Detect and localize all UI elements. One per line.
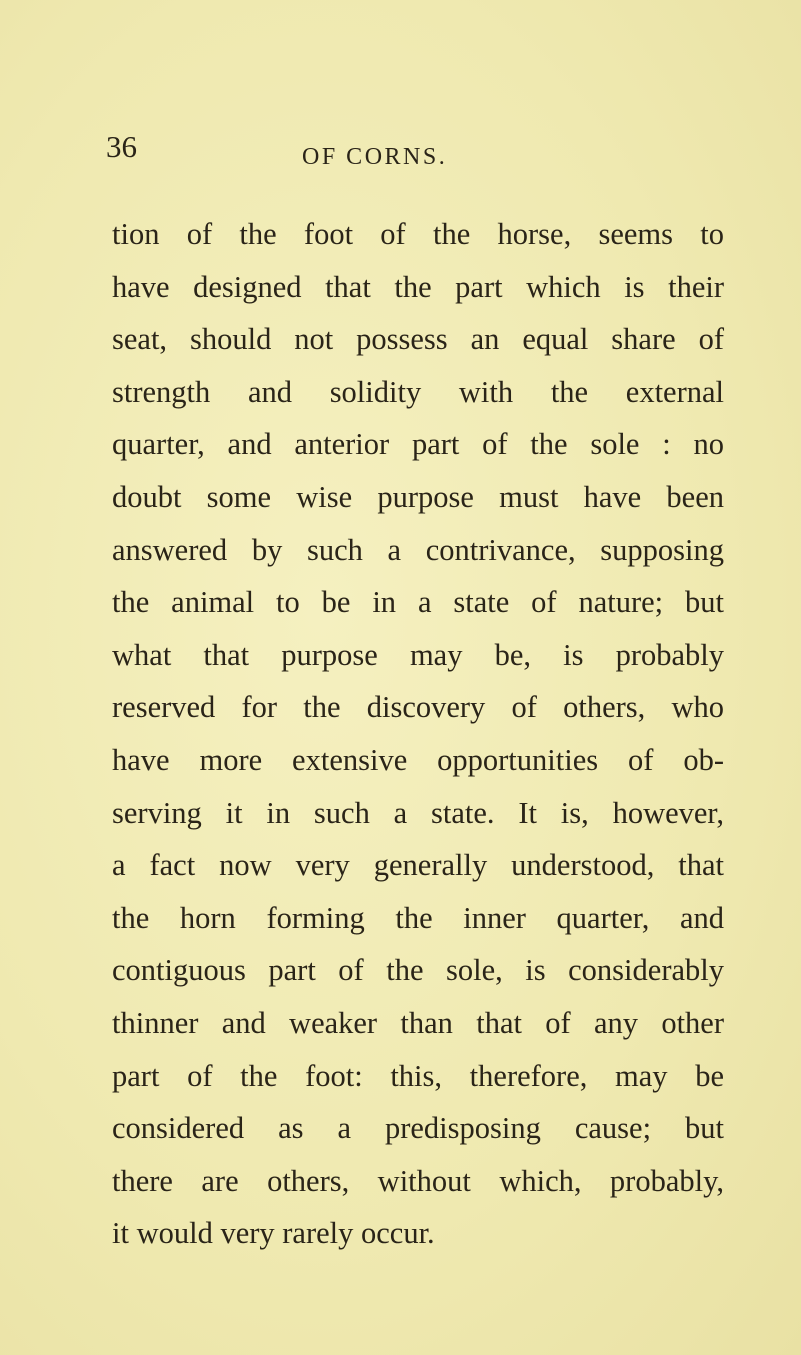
running-title: OF CORNS.: [302, 144, 448, 170]
text-line: a fact now very generally understood, that: [112, 848, 724, 883]
text-line: considered as a predisposing cause; but: [112, 1111, 724, 1146]
text-line: part of the foot: this, therefore, may be: [112, 1058, 724, 1093]
text-line: serving it in such a state. It is, however,: [112, 795, 724, 830]
text-line: strength and solidity with the external: [112, 374, 724, 409]
text-line: have designed that the part which is their: [112, 269, 724, 304]
page-number: 36: [106, 129, 137, 164]
text-line: what that purpose may be, is probably: [112, 637, 724, 672]
text-line: answered by such a contrivance, supposing: [112, 532, 724, 567]
text-line: the horn forming the inner quarter, and: [112, 900, 724, 935]
text-line: it would very rarely occur.: [112, 1216, 435, 1251]
text-line: have more extensive opportunities of ob-: [112, 742, 724, 777]
text-line: there are others, without which, probably,: [112, 1163, 724, 1198]
text-line: thinner and weaker than that of any other: [112, 1005, 724, 1040]
text-line: seat, should not possess an equal share of: [112, 322, 724, 357]
text-line: contiguous part of the sole, is considerably: [112, 953, 724, 988]
text-line: tion of the foot of the horse, seems to: [112, 217, 724, 251]
text-line: doubt some wise purpose must have been: [112, 479, 724, 514]
text-line: reserved for the discovery of others, who: [112, 690, 724, 725]
text-line: the animal to be in a state of nature; but: [112, 585, 724, 620]
text-line: quarter, and anterior part of the sole : no: [112, 427, 724, 462]
body-text: [112, 208, 724, 1260]
